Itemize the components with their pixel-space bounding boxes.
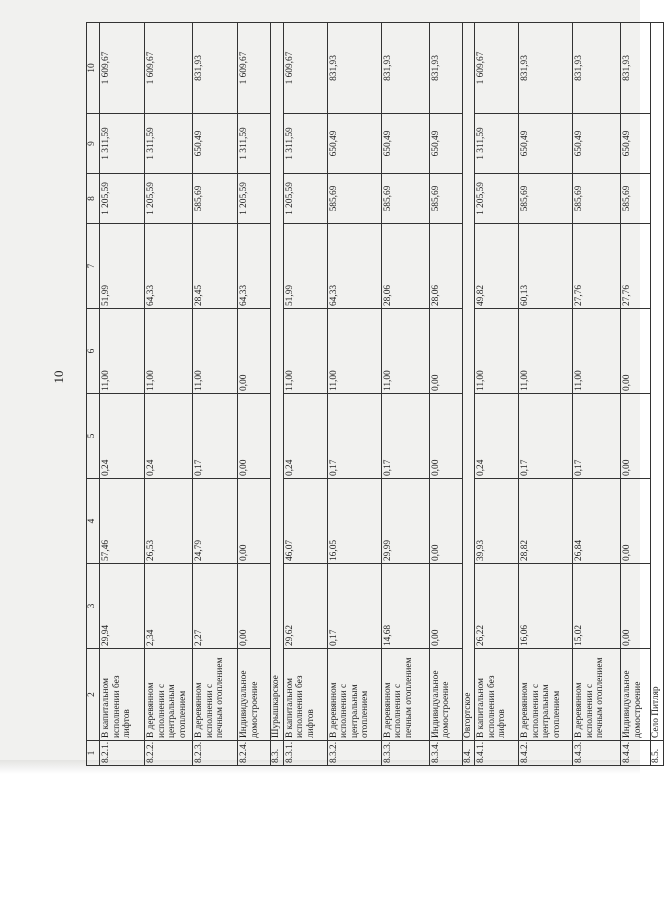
value-cell: 46,07: [283, 479, 327, 564]
row-code: 8.3.: [271, 741, 284, 766]
value-cell: 11,00: [381, 309, 429, 394]
column-number: 8: [87, 174, 100, 224]
value-cell: 1 609,67: [145, 23, 193, 114]
value-cell: 16,06: [519, 564, 573, 649]
row-name: В капитальном исполнении без лифтов: [475, 649, 519, 741]
table-row: [100, 23, 145, 766]
row-name: В деревянном исполнении с печным отоплением: [573, 649, 621, 741]
value-cell: 1 311,59: [283, 114, 327, 174]
row-code: 8.4.: [462, 741, 475, 766]
value-cell: 585,69: [429, 174, 462, 224]
value-cell: 11,00: [193, 309, 238, 394]
value-cell: 15,02: [573, 564, 621, 649]
section-name: Шурышкарское: [271, 23, 284, 741]
value-cell: 11,00: [283, 309, 327, 394]
value-cell: 51,99: [283, 224, 327, 309]
value-cell: 0,24: [283, 394, 327, 479]
value-cell: 51,99: [100, 224, 145, 309]
value-cell: 0,00: [621, 394, 651, 479]
value-cell: 0,24: [100, 394, 145, 479]
table-row: [238, 23, 271, 766]
row-code: 8.4.2.: [519, 741, 573, 766]
value-cell: 29,62: [283, 564, 327, 649]
value-cell: 0,00: [238, 564, 271, 649]
section-name: Овгортское: [462, 23, 475, 741]
section-row: [462, 23, 475, 766]
value-cell: 60,13: [519, 224, 573, 309]
row-name: В деревянном исполнении с центральным отоплением: [145, 649, 193, 741]
value-cell: 1 609,67: [100, 23, 145, 114]
value-cell: 650,49: [621, 114, 651, 174]
value-cell: 11,00: [475, 309, 519, 394]
value-cell: 0,17: [519, 394, 573, 479]
value-cell: 585,69: [621, 174, 651, 224]
value-cell: 26,22: [475, 564, 519, 649]
value-cell: 11,00: [519, 309, 573, 394]
table-row: [519, 23, 573, 766]
value-cell: 24,79: [193, 479, 238, 564]
value-cell: 0,00: [238, 309, 271, 394]
value-cell: 1 205,59: [145, 174, 193, 224]
table-body: [87, 23, 664, 766]
value-cell: 27,76: [621, 224, 651, 309]
header-row: [87, 23, 100, 766]
value-cell: 1 311,59: [475, 114, 519, 174]
column-number: 6: [87, 309, 100, 394]
value-cell: 0,00: [429, 479, 462, 564]
value-cell: 0,00: [238, 479, 271, 564]
column-number: 9: [87, 114, 100, 174]
row-code: 8.2.2.: [145, 741, 193, 766]
section-name: Село Питляр: [651, 23, 664, 741]
value-cell: 64,33: [327, 224, 381, 309]
value-cell: 0,00: [429, 564, 462, 649]
value-cell: 49,82: [475, 224, 519, 309]
value-cell: 28,82: [519, 479, 573, 564]
row-code: 8.4.3.: [573, 741, 621, 766]
value-cell: 650,49: [327, 114, 381, 174]
column-number: 5: [87, 394, 100, 479]
value-cell: 0,17: [327, 394, 381, 479]
value-cell: 1 205,59: [283, 174, 327, 224]
value-cell: 831,93: [573, 23, 621, 114]
row-code: 8.4.4.: [621, 741, 651, 766]
value-cell: 28,45: [193, 224, 238, 309]
value-cell: 39,93: [475, 479, 519, 564]
tariff-table: [86, 22, 664, 766]
value-cell: 11,00: [100, 309, 145, 394]
value-cell: 585,69: [193, 174, 238, 224]
row-name: В деревянном исполнении с печным отоплением: [193, 649, 238, 741]
value-cell: 11,00: [573, 309, 621, 394]
row-code: 8.3.3.: [381, 741, 429, 766]
row-name: В деревянном исполнении с центральным отоплением: [327, 649, 381, 741]
row-code: 8.4.1.: [475, 741, 519, 766]
value-cell: 650,49: [381, 114, 429, 174]
table-row: [381, 23, 429, 766]
value-cell: 831,93: [193, 23, 238, 114]
value-cell: 0,00: [621, 479, 651, 564]
value-cell: 28,06: [381, 224, 429, 309]
rotated-table-wrapper: [86, 23, 661, 766]
value-cell: 11,00: [145, 309, 193, 394]
row-name: В деревянном исполнении с печным отоплением: [381, 649, 429, 741]
row-name: В капитальном исполнении без лифтов: [283, 649, 327, 741]
value-cell: 585,69: [573, 174, 621, 224]
table-row: [145, 23, 193, 766]
value-cell: 1 609,67: [283, 23, 327, 114]
table-row: [429, 23, 462, 766]
value-cell: 64,33: [238, 224, 271, 309]
table-row: [193, 23, 238, 766]
value-cell: 0,17: [573, 394, 621, 479]
value-cell: 26,84: [573, 479, 621, 564]
value-cell: 29,99: [381, 479, 429, 564]
row-code: 8.3.1.: [283, 741, 327, 766]
row-code: 8.3.2.: [327, 741, 381, 766]
value-cell: 57,46: [100, 479, 145, 564]
value-cell: 831,93: [381, 23, 429, 114]
value-cell: 831,93: [621, 23, 651, 114]
value-cell: 0,17: [381, 394, 429, 479]
value-cell: 831,93: [519, 23, 573, 114]
value-cell: 14,68: [381, 564, 429, 649]
page-number: 10: [51, 370, 66, 384]
value-cell: 1 205,59: [475, 174, 519, 224]
column-number: 3: [87, 564, 100, 649]
value-cell: 1 311,59: [238, 114, 271, 174]
row-code: 8.2.4.: [238, 741, 271, 766]
value-cell: 650,49: [429, 114, 462, 174]
value-cell: 26,53: [145, 479, 193, 564]
value-cell: 29,94: [100, 564, 145, 649]
table-row: [327, 23, 381, 766]
column-number: 4: [87, 479, 100, 564]
value-cell: 1 205,59: [100, 174, 145, 224]
row-code: 8.3.4.: [429, 741, 462, 766]
value-cell: 2,27: [193, 564, 238, 649]
row-name: В капитальном исполнении без лифтов: [100, 649, 145, 741]
section-row: [651, 23, 664, 766]
value-cell: 585,69: [381, 174, 429, 224]
section-row: [271, 23, 284, 766]
value-cell: 585,69: [519, 174, 573, 224]
column-number: 7: [87, 224, 100, 309]
value-cell: 28,06: [429, 224, 462, 309]
value-cell: 0,17: [327, 564, 381, 649]
value-cell: 0,00: [429, 309, 462, 394]
row-code: 8.2.1.: [100, 741, 145, 766]
value-cell: 1 311,59: [100, 114, 145, 174]
value-cell: 2,34: [145, 564, 193, 649]
value-cell: 0,24: [145, 394, 193, 479]
value-cell: 1 609,67: [238, 23, 271, 114]
row-name: Индивидуальное домостроение: [621, 649, 651, 741]
column-number: 10: [87, 23, 100, 114]
row-name: Индивидуальное домостроение: [429, 649, 462, 741]
value-cell: 1 311,59: [145, 114, 193, 174]
row-name: В деревянном исполнении с центральным отоплением: [519, 649, 573, 741]
table-row: [573, 23, 621, 766]
value-cell: 831,93: [327, 23, 381, 114]
row-name: Индивидуальное домостроение: [238, 649, 271, 741]
column-number: 1: [87, 741, 100, 766]
row-code: 8.2.3.: [193, 741, 238, 766]
value-cell: 0,00: [429, 394, 462, 479]
value-cell: 831,93: [429, 23, 462, 114]
column-number: 2: [87, 649, 100, 741]
value-cell: 650,49: [519, 114, 573, 174]
table-row: [283, 23, 327, 766]
value-cell: 0,24: [475, 394, 519, 479]
value-cell: 0,00: [238, 394, 271, 479]
value-cell: 650,49: [193, 114, 238, 174]
value-cell: 0,00: [621, 564, 651, 649]
value-cell: 64,33: [145, 224, 193, 309]
value-cell: 11,00: [327, 309, 381, 394]
table-row: [475, 23, 519, 766]
value-cell: 0,17: [193, 394, 238, 479]
value-cell: 16,05: [327, 479, 381, 564]
value-cell: 1 609,67: [475, 23, 519, 114]
row-code: 8.5.: [651, 741, 664, 766]
value-cell: 0,00: [621, 309, 651, 394]
value-cell: 1 205,59: [238, 174, 271, 224]
value-cell: 27,76: [573, 224, 621, 309]
value-cell: 585,69: [327, 174, 381, 224]
table-row: [621, 23, 651, 766]
value-cell: 650,49: [573, 114, 621, 174]
